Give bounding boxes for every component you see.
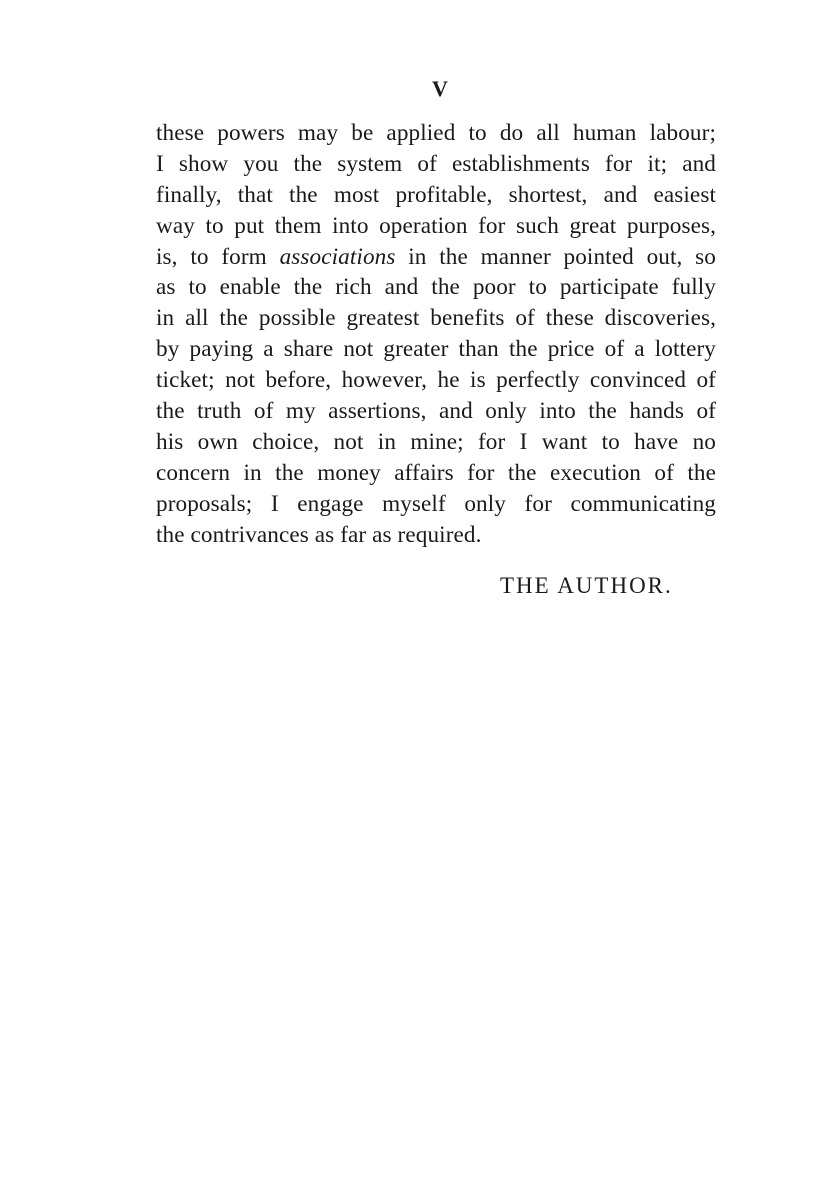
text-line: the contrivances as far as required.	[156, 521, 482, 548]
text-line: proposals; I engage myself only for communicating	[156, 490, 716, 517]
text-line-segment: is, to form	[156, 243, 280, 270]
text-line: in all the possible greatest benefits of these discoveries,	[156, 305, 716, 332]
text-line: his own choice, not in mine; for I want to have no	[156, 428, 716, 455]
text-line: ticket; not before, however, he is perfectly convinced of	[156, 367, 716, 394]
text-line	[156, 242, 716, 273]
text-line: concern in the money affairs for the execution of the	[156, 459, 716, 486]
text-line: by paying a share not greater than the price of a lottery	[156, 336, 716, 363]
text-line: finally, that the most profitable, shortest, and easiest	[156, 181, 716, 208]
body-paragraph	[156, 118, 716, 550]
text-line: the truth of my assertions, and only into the hands of	[156, 398, 716, 425]
text-line: way to put them into operation for such great purposes,	[156, 212, 716, 239]
text-line: I show you the system of establishments for it; and	[156, 150, 716, 177]
author-signature: THE AUTHOR.	[500, 573, 673, 598]
text-line: as to enable the rich and the poor to participate fully	[156, 274, 716, 301]
page-number: V	[432, 76, 448, 101]
text-line-segment: in the manner pointed out, so	[395, 243, 716, 270]
emphasized-term: associations	[279, 243, 396, 270]
text-line: these powers may be applied to do all human labour;	[156, 120, 716, 146]
